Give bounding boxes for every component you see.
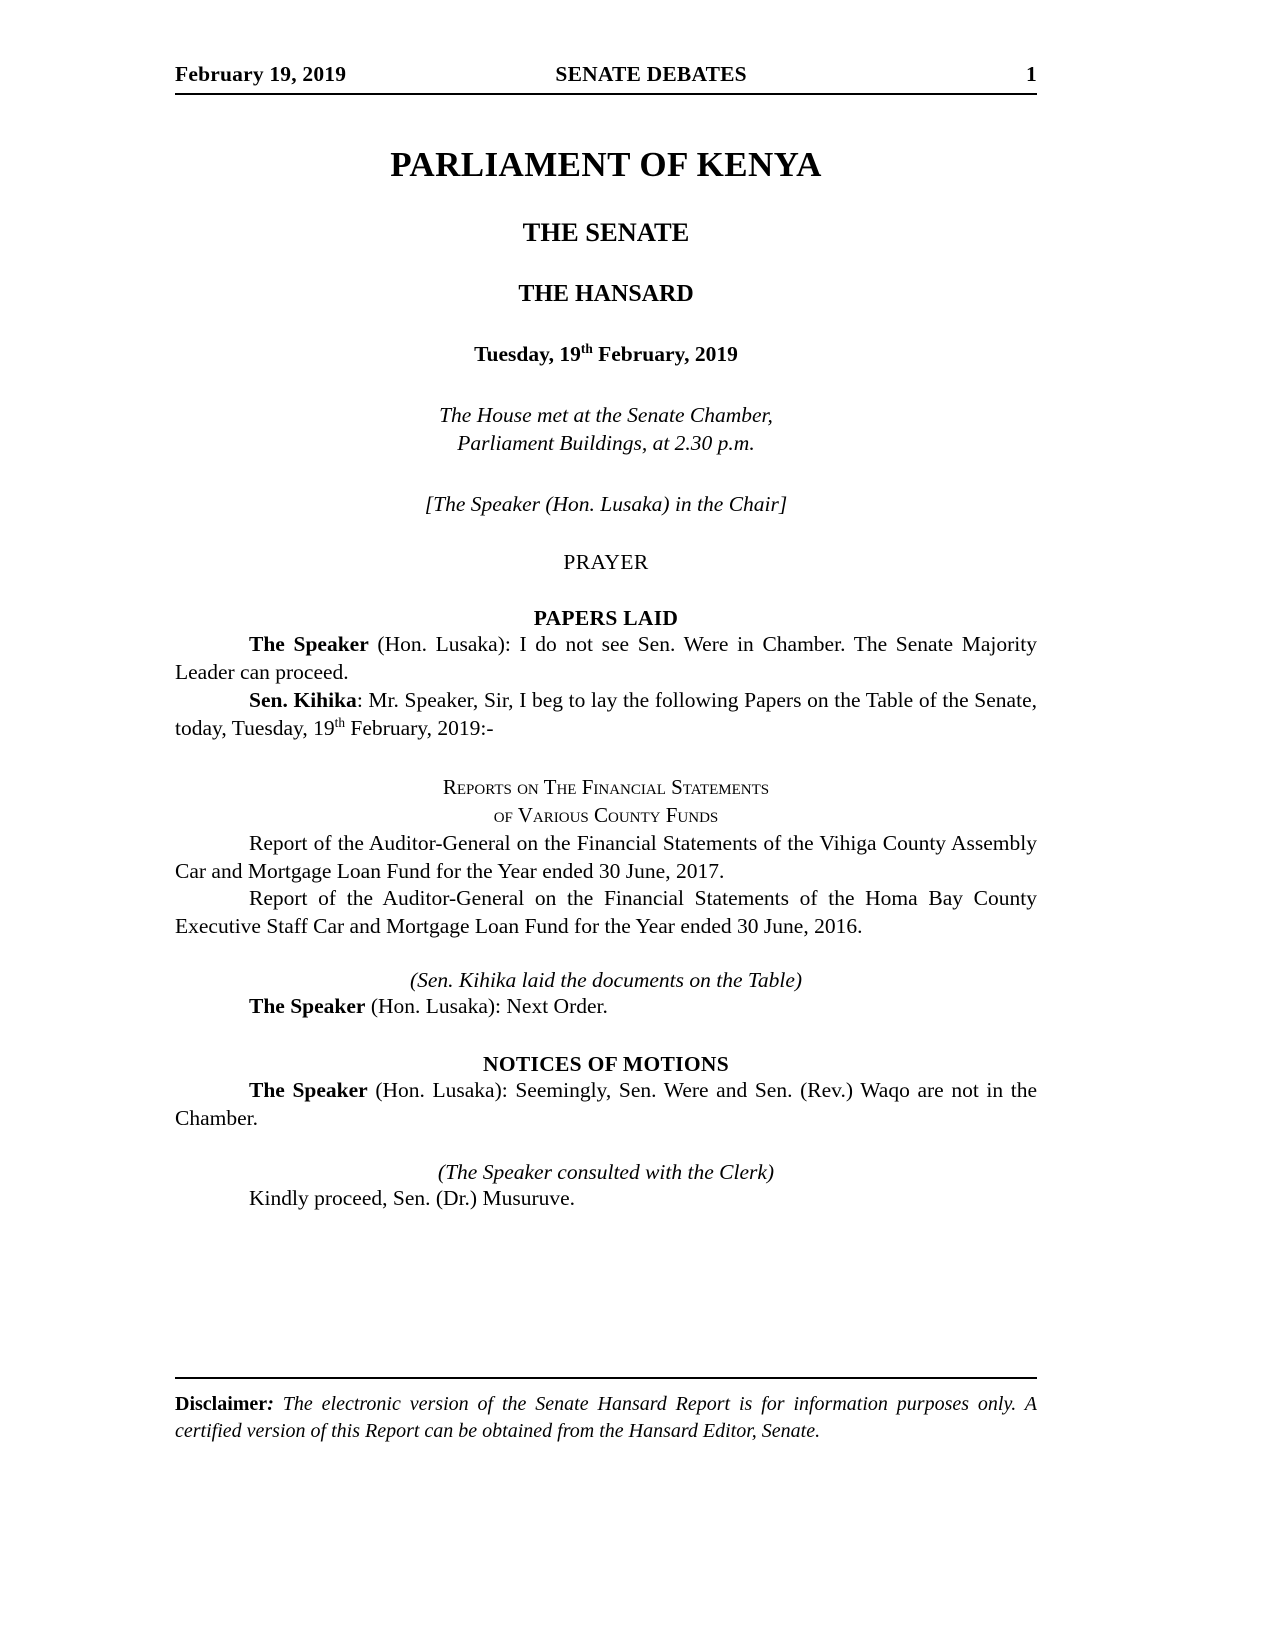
- reports-subheading-line-2: of Various County Funds: [493, 803, 719, 828]
- sitting-date-ordinal: th: [580, 340, 593, 356]
- report-item: Report of the Auditor-General on the Financial Statements of the Vihiga County Assembly Car and Mortgage Loan Fund for the Year ended 30 June, 2017.: [175, 830, 1037, 883]
- speech-text: (Hon. Lusaka): Next Order.: [365, 994, 608, 1019]
- header-date: February 19, 2019: [175, 62, 347, 86]
- disclaimer-text: [175, 1391, 1037, 1445]
- speech-text: (Hon. Lusaka): I do not see Sen. Were in Chamber. The Senate Majority Leader can proceed.: [175, 632, 1037, 685]
- speech-kihika-papers: [175, 687, 1037, 743]
- speech-text: (Hon. Lusaka): Seemingly, Sen. Were and Sen. (Rev.) Waqo are not in the Chamber.: [175, 1078, 1038, 1131]
- reports-subheading-line-1: Reports on The Financial Statements: [442, 774, 770, 799]
- speech-text-part-2: February, 2019:-: [345, 715, 494, 740]
- speech-kindly-proceed: Kindly proceed, Sen. (Dr.) Musuruve.: [249, 1186, 576, 1211]
- stage-direction-consulted-clerk: (The Speaker consulted with the Clerk): [437, 1160, 775, 1185]
- speech-speaker-opening: [175, 631, 1037, 687]
- page-title: PARLIAMENT OF KENYA: [390, 145, 822, 184]
- speaker-label: The Speaker: [249, 1078, 368, 1103]
- section-heading-papers-laid: PAPERS LAID: [533, 606, 679, 631]
- speech-speaker-next-order: [175, 993, 1037, 1021]
- house-met-note: [175, 401, 1037, 458]
- publication-subtitle: THE HANSARD: [518, 281, 694, 307]
- disclaimer-label: Disclaimer: [175, 1393, 268, 1415]
- prayer-heading: PRAYER: [563, 550, 649, 575]
- stage-direction-laid-documents: (Sen. Kihika laid the documents on the Table): [409, 968, 803, 993]
- running-header: [175, 62, 1037, 95]
- section-heading-notices-of-motions: NOTICES OF MOTIONS: [483, 1052, 729, 1077]
- speech-speaker-seemingly: [175, 1077, 1037, 1133]
- page-footer: [175, 1377, 1037, 1445]
- header-page-number: 1: [1026, 62, 1037, 86]
- speech-text-part-1: : Mr. Speaker, Sir, I beg to lay the following Papers on the Table of the Senate, today, Tuesday, 19: [175, 688, 1037, 740]
- date-ordinal: th: [334, 714, 346, 730]
- reports-subheading: [175, 773, 1037, 830]
- chair-note: [The Speaker (Hon. Lusaka) in the Chair]: [424, 491, 788, 516]
- disclaimer-colon: :: [267, 1393, 274, 1415]
- speaker-label: Sen. Kihika: [249, 688, 357, 712]
- house-met-line-2: Parliament Buildings, at 2.30 p.m.: [457, 431, 755, 456]
- sitting-date-suffix: February, 2019: [592, 342, 738, 366]
- disclaimer-body: The electronic version of the Senate Hansard Report is for information purposes only. A certified version of this Report can be obtained from the Hansard Editor, Senate.: [175, 1393, 1037, 1442]
- speaker-label: The Speaker: [249, 994, 366, 1019]
- header-title: SENATE DEBATES: [555, 62, 747, 86]
- footer-divider: [175, 1377, 1037, 1379]
- house-met-line-1: The House met at the Senate Chamber,: [439, 403, 773, 427]
- sitting-date-prefix: Tuesday, 19: [474, 342, 581, 366]
- speaker-label: The Speaker: [249, 632, 369, 657]
- page-content: [175, 62, 1037, 1213]
- report-item: Report of the Auditor-General on the Financial Statements of the Homa Bay County Executive Staff Car and Mortgage Loan Fund for the Year ended 30 June, 2016.: [175, 886, 1037, 939]
- house-subtitle: THE SENATE: [522, 217, 690, 247]
- sitting-date: [175, 342, 1037, 367]
